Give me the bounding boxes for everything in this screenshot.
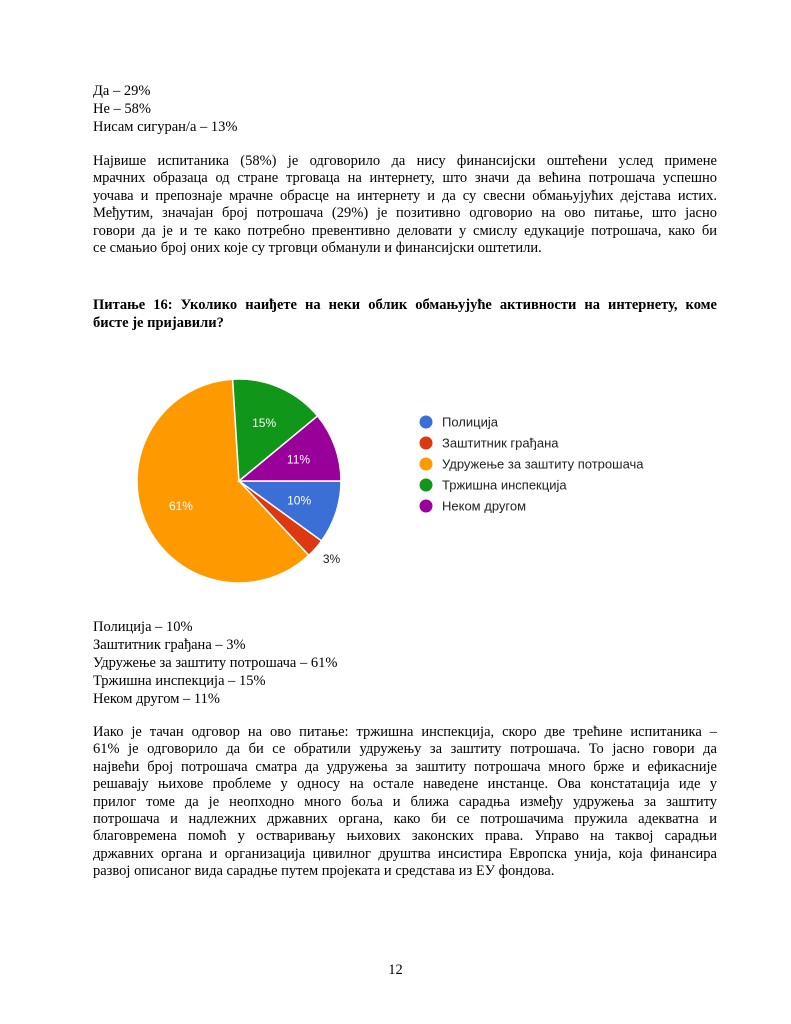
paragraph-line: развој описаног вида сарадње путем пројеката и средстава из ЕУ фондова. bbox=[93, 863, 555, 880]
legend-marker-4 bbox=[420, 500, 433, 513]
result-no: Не – 58% bbox=[93, 101, 151, 117]
paragraph-line: државних органа и организација цивилног друштва инсистира Европска унија, која финансира bbox=[93, 845, 717, 862]
legend-label-0: Полиција bbox=[442, 414, 498, 430]
result-consumer-association: Удружење за заштиту потрошача – 61% bbox=[93, 655, 338, 671]
paragraph-line: потрошача и надлежних државних органа, како би се потрошачима пружила адекватна и bbox=[93, 810, 717, 827]
chart-legend bbox=[420, 415, 645, 514]
paragraph-line: Међутим, значајан број потрошача (29%) је позитивно одговорио на ово питање, што јасно bbox=[93, 205, 717, 222]
page-number: 12 bbox=[388, 962, 403, 978]
paragraph-line: благовремена помоћ у остваривању њихових законских права. Управо на таквој сарадњи bbox=[93, 828, 717, 845]
paragraph-line: прилог томе да је неопходно много боља и ближа сарадња између удружења за заштиту bbox=[93, 793, 717, 810]
result-police: Полиција – 10% bbox=[93, 619, 193, 635]
legend-marker-1 bbox=[420, 437, 433, 450]
result-yes: Да – 29% bbox=[93, 83, 151, 99]
result-market-inspection: Тржишна инспекција – 15% bbox=[93, 673, 266, 689]
legend-marker-3 bbox=[420, 479, 433, 492]
question-16-heading bbox=[93, 296, 717, 332]
paragraph-line: говори да је и те како потребно превентивно деловати у смислу едукације потрошача, како би bbox=[93, 222, 717, 239]
paragraph-line: се смањио број оних које су трговци обманули и финансијски оштетили. bbox=[93, 239, 542, 256]
pie-label-0: 10% bbox=[287, 493, 312, 508]
paragraph-line: уочава и препознаје мрачне обрасце на интернету и да су свесни обмањујућих дејстава истих. bbox=[93, 187, 717, 204]
legend-marker-0 bbox=[420, 416, 433, 429]
legend-label-3: Тржишна инспекција bbox=[442, 477, 567, 493]
legend-label-2: Удружење за заштиту потрошача bbox=[442, 456, 644, 472]
question-line: Питање 16: Уколико наиђете на неки облик обмањујуће активности на интернету, коме bbox=[93, 297, 717, 313]
paragraph-line: Иако је тачан одговор на ово питање: тржишна инспекција, скоро две трећине испитаника – bbox=[93, 724, 717, 740]
pie-chart bbox=[120, 362, 700, 592]
legend-marker-2 bbox=[420, 458, 433, 471]
paragraph-line: решавају њихове проблеме у односу на остале наведене инстанце. Ова констатација иде у bbox=[93, 776, 717, 793]
paragraph-line: 61% је одговорило да би се обратили удружењу за заштиту потрошача. То јасно говори да bbox=[93, 741, 717, 758]
paragraph-line: највећи број потрошача сматра да удружења за заштиту потрошача много брже и ефикасније bbox=[93, 758, 717, 775]
result-ombudsman: Заштитник грађана – 3% bbox=[93, 637, 246, 653]
pie-label-4: 11% bbox=[286, 452, 311, 467]
result-unsure: Нисам сигуран/а – 13% bbox=[93, 119, 238, 135]
result-someone-else: Неком другом – 11% bbox=[93, 691, 220, 707]
paragraph-analysis-16 bbox=[93, 724, 717, 881]
legend-label-1: Заштитник грађана bbox=[442, 435, 559, 451]
pie-label-2: 61% bbox=[168, 499, 193, 514]
paragraph-line: мрачних образаца од стране трговаца на интернету, што значи да већина потрошача успешно bbox=[93, 170, 717, 187]
pie-slices bbox=[137, 379, 341, 583]
pie-label-1: 3% bbox=[322, 552, 341, 567]
pie-label-3: 15% bbox=[252, 415, 277, 430]
legend-label-4: Неком другом bbox=[442, 498, 527, 514]
paragraph-analysis-15 bbox=[93, 153, 717, 257]
paragraph-line: Највише испитаника (58%) је одговорило да нису финансијски оштећени услед примене bbox=[93, 153, 717, 169]
question-line: бисте је пријавили? bbox=[93, 315, 224, 331]
